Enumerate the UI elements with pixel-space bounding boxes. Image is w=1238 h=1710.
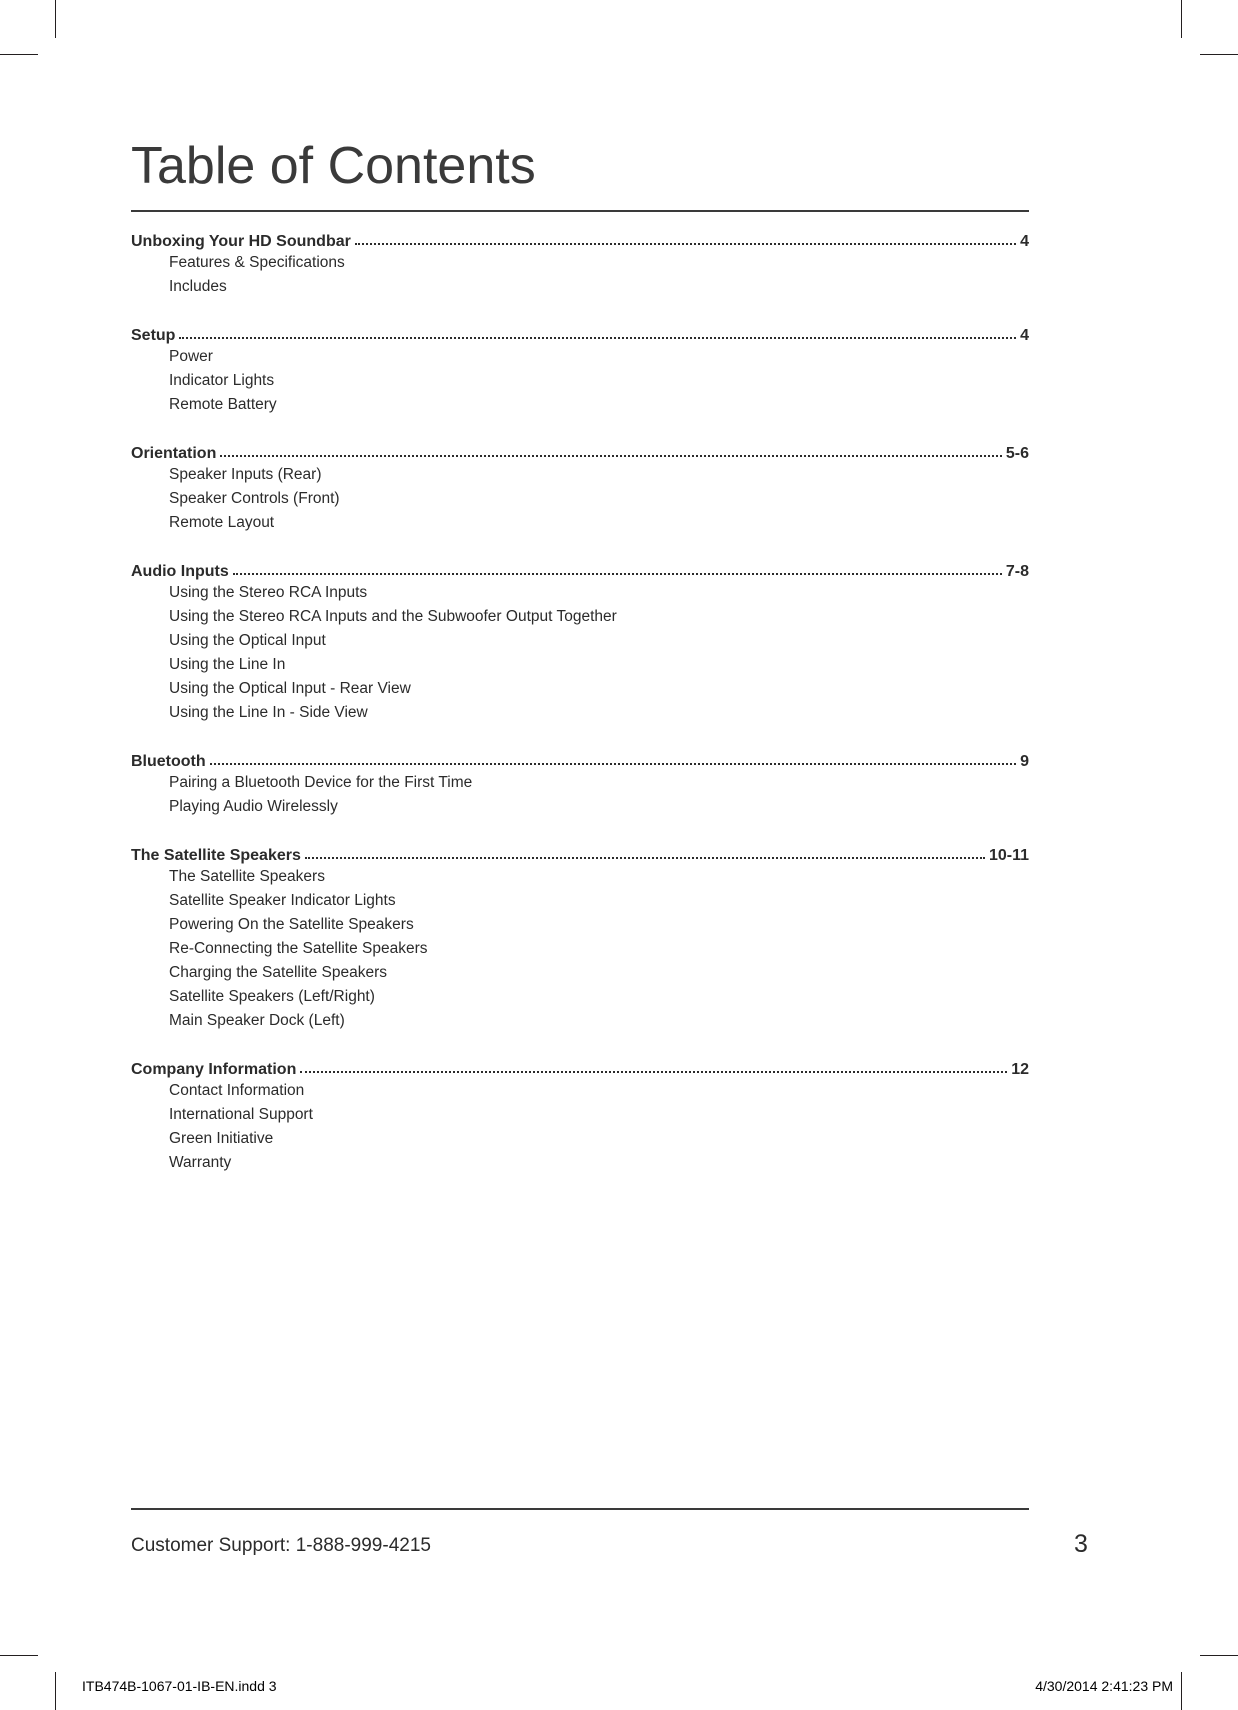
toc-section [131,841,1029,1033]
toc-subentry: Powering On the Satellite Speakers [169,916,414,933]
toc-subentry: Playing Audio Wirelessly [169,798,338,815]
toc-entry-page: 5-6 [1005,445,1029,462]
toc-entry-label: Setup [131,327,176,344]
toc-subentry: International Support [169,1106,313,1123]
toc-subentry: Pairing a Bluetooth Device for the First Time [169,774,473,791]
toc-entry-page: 12 [1011,1061,1029,1078]
leader-dots [179,336,1016,339]
crop-mark [1181,1672,1182,1710]
slug-file: ITB474B-1067-01-IB-EN.indd 3 [82,1678,277,1694]
toc-subentry: Power [169,348,213,365]
toc-subentry: Main Speaker Dock (Left) [169,1012,345,1029]
toc-subentry: Satellite Speaker Indicator Lights [169,892,396,909]
footer-rule [131,1508,1029,1510]
toc-entry-label: The Satellite Speakers [131,847,301,864]
toc-subentry: Using the Line In [169,656,286,673]
toc-entry-page: 9 [1020,753,1029,770]
toc-entry [131,227,1029,251]
leader-dots [355,242,1016,245]
toc-entry [131,747,1029,771]
toc-entry-label: Orientation [131,445,217,462]
table-of-contents [131,227,1029,1197]
crop-mark [1200,54,1238,55]
toc-section [131,439,1029,535]
toc-subentry: Contact Information [169,1082,305,1099]
toc-subentry: Speaker Controls (Front) [169,490,340,507]
toc-entry [131,557,1029,581]
toc-entry [131,1055,1029,1079]
toc-entry-label: Bluetooth [131,753,206,770]
toc-subentry: Using the Optical Input [169,632,326,649]
toc-subentry: Speaker Inputs (Rear) [169,466,322,483]
toc-subentry: Warranty [169,1154,232,1171]
toc-entry-page: 4 [1020,233,1029,250]
toc-subentry: Includes [169,278,227,295]
toc-subentry: Re-Connecting the Satellite Speakers [169,940,428,957]
page-number: 3 [1074,1530,1088,1558]
toc-entry [131,321,1029,345]
toc-subentry: The Satellite Speakers [169,868,325,885]
customer-support: Customer Support: 1-888-999-4215 [131,1535,431,1556]
toc-subentry: Using the Stereo RCA Inputs and the Subwoofer Output Together [169,608,617,625]
toc-subentry: Using the Optical Input - Rear View [169,680,411,697]
toc-subentry: Green Initiative [169,1130,274,1147]
toc-section [131,227,1029,299]
leader-dots [210,762,1016,765]
toc-subentry: Remote Layout [169,514,275,531]
leader-dots [220,454,1002,457]
crop-mark [0,1655,38,1656]
toc-entry-label: Unboxing Your HD Soundbar [131,233,351,250]
leader-dots [300,1070,1007,1073]
crop-mark [55,0,56,38]
toc-entry-label: Audio Inputs [131,563,229,580]
toc-section [131,1055,1029,1175]
toc-subentry: Remote Battery [169,396,277,413]
crop-mark [0,54,38,55]
toc-section [131,747,1029,819]
toc-subentry: Features & Specifications [169,254,345,271]
toc-section [131,321,1029,417]
toc-subentry: Satellite Speakers (Left/Right) [169,988,375,1005]
leader-dots [233,572,1002,575]
toc-subentry: Charging the Satellite Speakers [169,964,387,981]
toc-entry [131,439,1029,463]
leader-dots [305,856,985,859]
toc-subentry: Indicator Lights [169,372,275,389]
toc-entry-page: 7-8 [1005,563,1029,580]
toc-entry-page: 10-11 [988,847,1029,864]
toc-entry [131,841,1029,865]
crop-mark [55,1672,56,1710]
crop-mark [1181,0,1182,38]
toc-entry-page: 4 [1020,327,1029,344]
toc-subentry: Using the Stereo RCA Inputs [169,584,368,601]
toc-subentry: Using the Line In - Side View [169,704,368,721]
title-rule [131,210,1029,212]
toc-section [131,557,1029,725]
slug-timestamp: 4/30/2014 2:41:23 PM [1035,1678,1173,1694]
toc-entry-label: Company Information [131,1061,297,1078]
page-title: Table of Contents [131,137,536,195]
crop-mark [1200,1655,1238,1656]
